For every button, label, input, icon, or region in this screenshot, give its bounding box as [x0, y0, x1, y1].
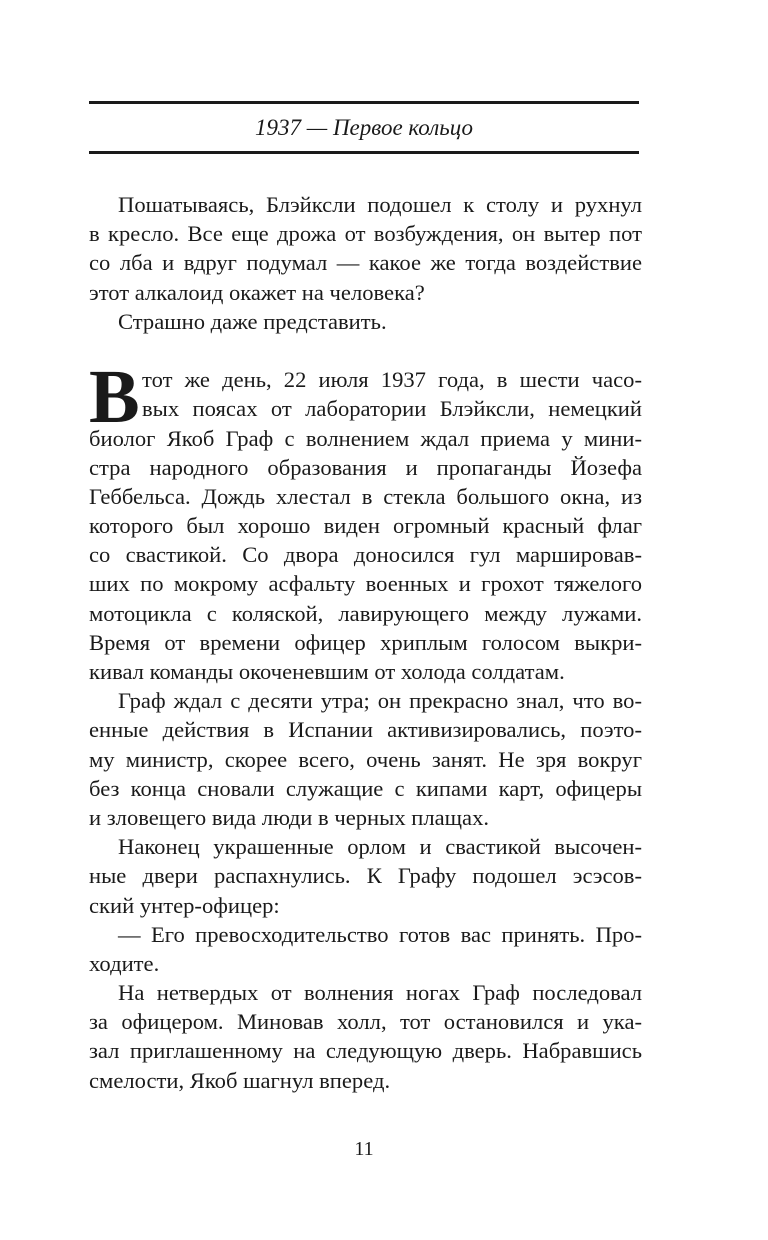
text-line: Страшно даже представить.	[118, 308, 387, 334]
paragraph-3	[89, 355, 642, 686]
drop-cap: В	[89, 355, 140, 440]
header-rule-bottom	[89, 151, 639, 154]
text-line: смелости, Якоб шагнул вперед.	[89, 1067, 391, 1093]
text-line: в кресло. Все еще дрожа от возбуждения, он вытер пот	[89, 221, 642, 247]
text-line: ходите.	[89, 950, 160, 976]
paragraph-4	[89, 686, 642, 832]
text-line: вых поясах от лаборатории Блэйксли, немецкий	[142, 396, 642, 422]
running-head: 1937 — Первое кольцо	[255, 115, 473, 140]
page-number: 11	[354, 1138, 374, 1160]
text-line: биолог Якоб Граф с волнением ждал приема у мини-	[89, 425, 642, 451]
text-line: за офицером. Миновав холл, тот остановился и ука-	[89, 1009, 642, 1035]
paragraph-6-dialogue	[89, 920, 642, 978]
text-line: стра народного образования и пропаганды Йозефа	[89, 454, 642, 480]
body-text	[89, 190, 642, 1095]
text-line: Время от времени офицер хриплым голосом выкри-	[89, 629, 642, 655]
paragraph-7	[89, 978, 642, 1095]
text-line: со лба и вдруг подумал — какое же тогда воздействие	[89, 250, 642, 276]
text-line: и зловещего вида люди в черных плащах.	[89, 804, 490, 830]
text-line: которого был хорошо виден огромный красный флаг	[89, 513, 642, 539]
text-line: му министр, скорее всего, очень занят. Не зря вокруг	[89, 746, 642, 772]
text-line: этот алкалоид окажет на человека?	[89, 279, 425, 305]
text-line: со свастикой. Со двора доносился гул маршировав-	[89, 542, 642, 568]
text-line: Пошатываясь, Блэйксли подошел к столу и рухнул	[118, 192, 642, 217]
section-break	[89, 336, 642, 365]
text-line: Граф ждал с десяти утра; он прекрасно знал, что во-	[118, 688, 642, 714]
text-line: На нетвердых от волнения ногах Граф последовал	[118, 980, 642, 1006]
text-line: тот же день, 22 июля 1937 года, в шести часо-	[142, 367, 642, 393]
paragraph-1	[89, 190, 642, 307]
text-line: кивал команды окоченевшим от холода солдатам.	[89, 659, 565, 684]
text-line: ших по мокрому асфальту военных и грохот тяжелого	[89, 571, 642, 597]
text-line: Наконец украшенные орлом и свастикой высочен-	[118, 834, 642, 860]
text-line: — Его превосходительство готов вас принять. Про-	[118, 921, 642, 947]
text-line: енные действия в Испании активизировались, поэто-	[89, 717, 642, 743]
paragraph-2	[89, 307, 642, 336]
header-rule-top	[89, 101, 639, 104]
text-line: без конца сновали служащие с кипами карт, офицеры	[89, 775, 642, 801]
text-line: ные двери распахнулись. К Графу подошел эсэсов-	[89, 863, 642, 889]
text-line: Геббельса. Дождь хлестал в стекла большого окна, из	[89, 483, 642, 509]
text-line: мотоцикла с коляской, лавирующего между лужами.	[89, 600, 642, 626]
text-line: зал приглашенному на следующую дверь. Набравшись	[89, 1038, 642, 1064]
paragraph-5	[89, 832, 642, 920]
text-line: ский унтер-офицер:	[89, 892, 280, 918]
